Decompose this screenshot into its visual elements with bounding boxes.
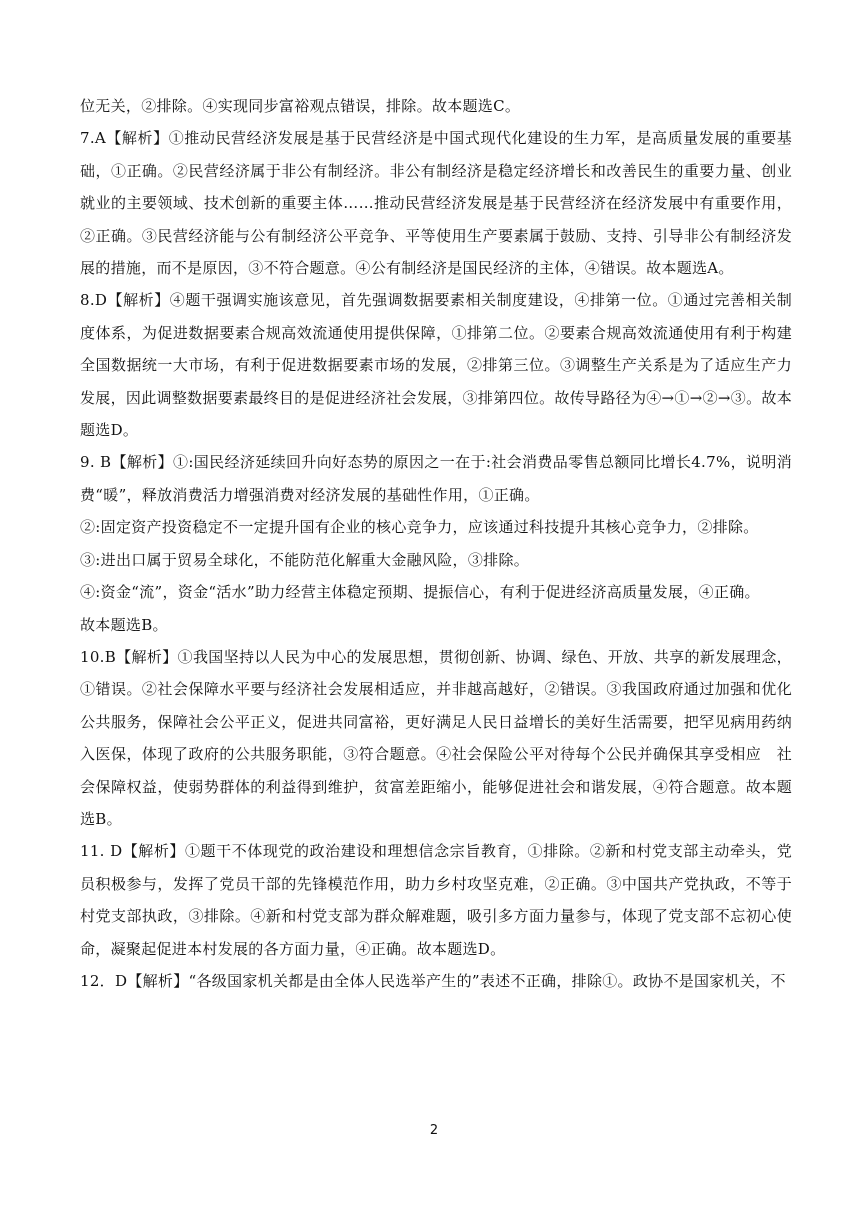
paragraph-q8: 8.D【解析】④题干强调实施该意见，首先强调数据要素相关制度建设，④排第一位。①通过完善相关制度体系，为促进数据要素合规高效流通使用提供保障，①排第二位。②要素合规高效流通使用有利于构建全国数据统一大市场，有利于促进数据要素市场的发展，②排第三位。③调整生产关系是为了适应生产力发展，因此调整数据要素最终目的是促进经济社会发展，③排第四位。故传导路径为④→①→②→③。故本题选D。: [80, 291, 792, 440]
paragraph-q9-option2: ②:固定资产投资稳定不一定提升国有企业的核心竞争力，应该通过科技提升其核心竞争力，②排除。: [80, 518, 759, 537]
paragraph-q7: 7.A【解析】①推动民营经济发展是基于民营经济是中国式现代化建设的生力军，是高质量发展的重要基础，①正确。②民营经济属于非公有制经济。非公有制经济是稳定经济增长和改善民生的重要力量、创业就业的主要领域、技术创新的重要主体……推动民营经济发展是基于民营经济在经济发展中有重要作用，②正确。③民营经济能与公有制经济公平竞争、平等使用生产要素属于鼓励、支持、引导非公有制经济发展的措施，而不是原因，③不符合题意。④公有制经济是国民经济的主体，④错误。故本题选A。: [80, 129, 792, 278]
paragraph-q10: 10.B【解析】①我国坚持以人民为中心的发展思想，贯彻创新、协调、绿色、开放、共享的新发展理念，①错误。②社会保障水平要与经济社会发展相适应，并非越高越好，②错误。③我国政府通过加强和优化公共服务，保障社会公平正义，促进共同富裕，更好满足人民日益增长的美好生活需要，把罕见病用药纳入医保，体现了政府的公共服务职能，③符合题意。④社会保险公平对待每个公民并确保其享受相应 社会保障权益，使弱势群体的利益得到维护，贫富差距缩小，能够促进社会和谐发展，④符合题意。故本题选B。: [80, 647, 792, 828]
paragraph-q6-continued: 位无关，②排除。④实现同步富裕观点错误，排除。故本题选C。: [80, 97, 521, 115]
paragraph-q11: 11. D【解析】①题干不体现党的政治建设和理想信念宗旨教育，①排除。②新和村党支部主动牵头，党员积极参与，发挥了党员干部的先锋模范作用，助力乡村攻坚克难，②正确。③中国共产党执政，不等于村党支部执政，③排除。④新和村党支部为群众解难题，吸引多方面力量参与，体现了党支部不忘初心使命，凝聚起促进本村发展的各方面力量，④正确。故本题选D。: [80, 842, 792, 958]
paragraph-q9-option3: ③:进出口属于贸易全球化，不能防范化解重大金融风险，③排除。: [80, 550, 530, 569]
paragraph-q9: 9. B【解析】①:国民经济延续回升向好态势的原因之一在于:社会消费品零售总额同比增长4.7%，说明消费“暖”，释放消费活力增强消费对经济发展的基础性作用，①正确。: [80, 453, 792, 504]
paragraph-q9-option4: ④:资金“流”，资金“活水”助力经营主体稳定预期、提振信心，有利于促进经济高质量发展，④正确。: [80, 583, 760, 602]
answer-explanations: [80, 90, 792, 997]
paragraph-q12: 12．D【解析】“各级国家机关都是由全体人民选举产生的”表述不正确，排除①。政协不是国家机关，不: [80, 971, 786, 990]
paragraph-q9-answer: 故本题选B。: [80, 615, 168, 634]
page-number: 2: [429, 1123, 439, 1138]
